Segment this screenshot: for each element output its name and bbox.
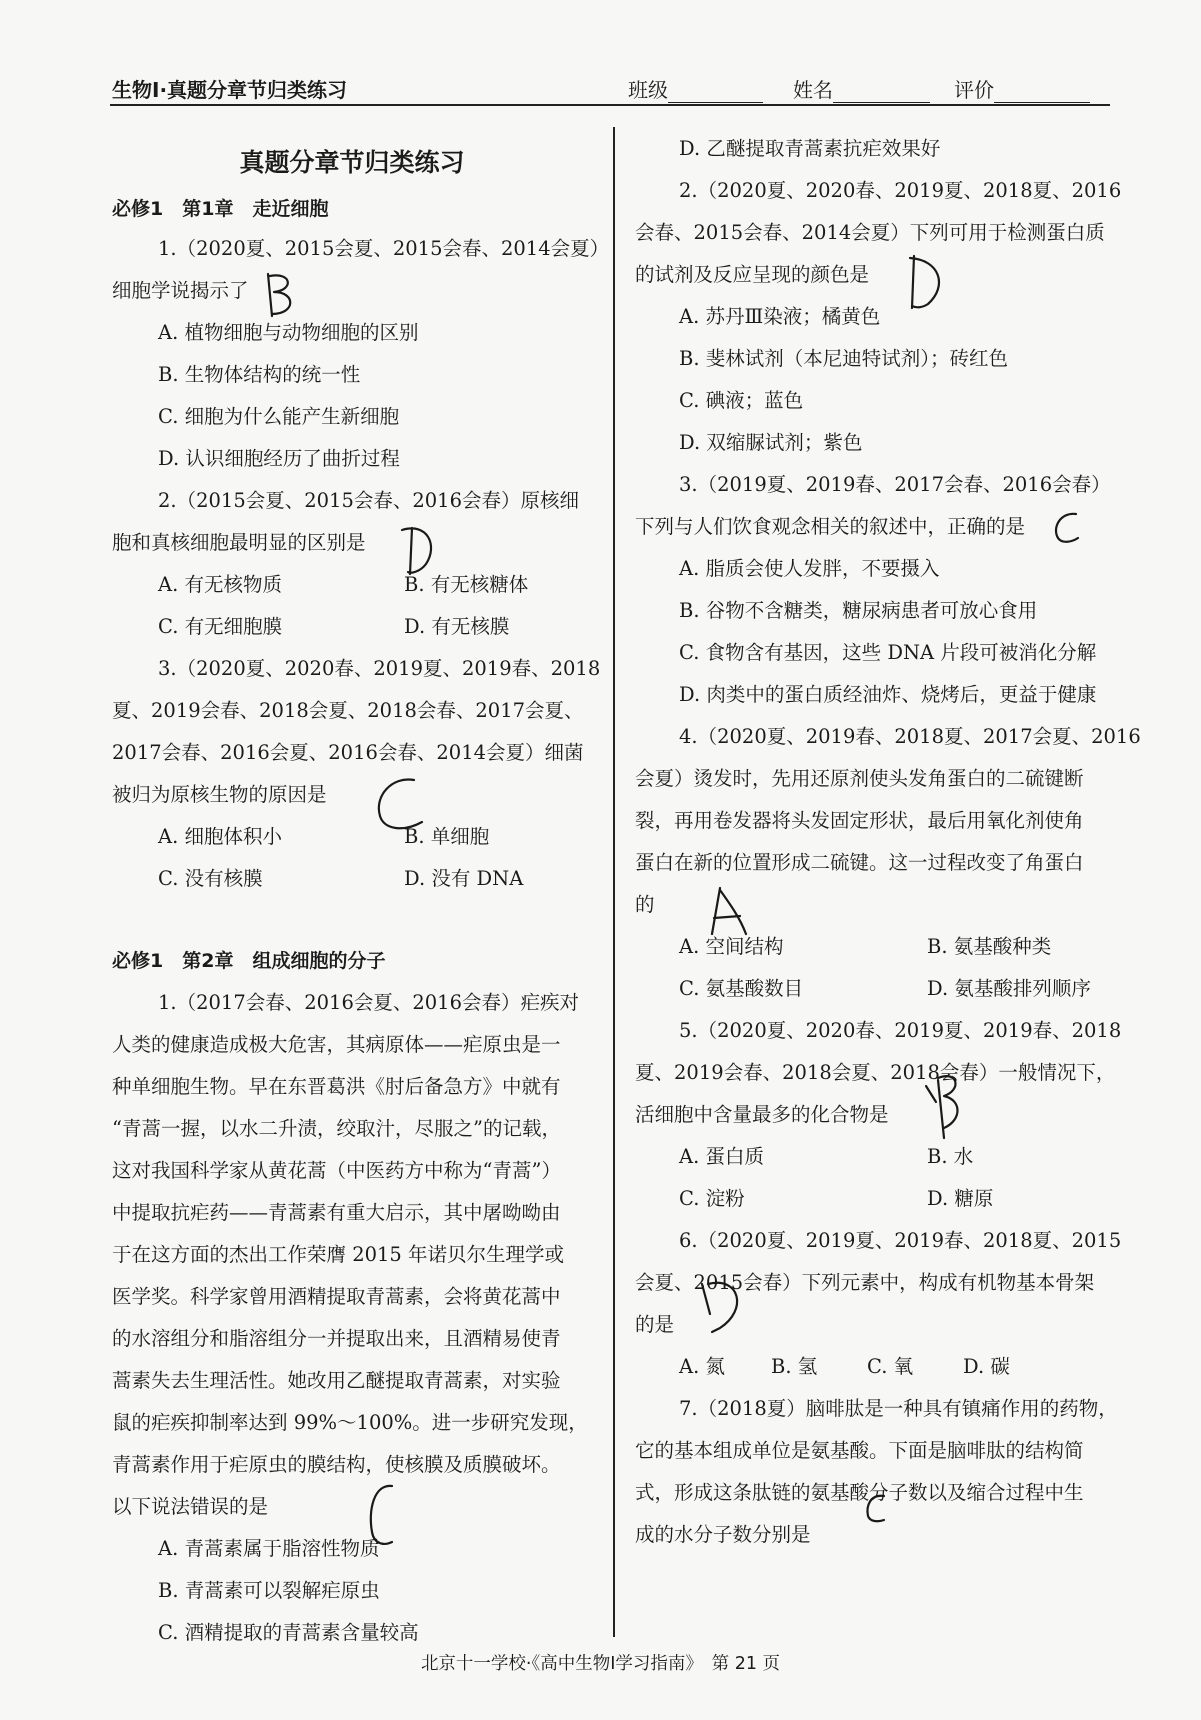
column-divider xyxy=(613,127,615,1637)
question-text: 种单细胞生物。早在东晋葛洪《肘后备急方》中就有 xyxy=(112,1075,561,1098)
question-text: 的 xyxy=(635,893,655,916)
section-heading-ch1: 必修1 第1章 走近细胞 xyxy=(112,198,329,220)
question-text: 于在这方面的杰出工作荣膺 2015 年诺贝尔生理学或 xyxy=(112,1243,565,1266)
option: C. 淀粉 xyxy=(679,1187,745,1210)
page-title: 真题分章节归类练习 xyxy=(239,148,465,177)
section-heading-ch2: 必修1 第2章 组成细胞的分子 xyxy=(112,950,386,972)
question-text: 6.（2020夏、2019夏、2019春、2018夏、2015 xyxy=(679,1229,1122,1252)
option: C. 没有核膜 xyxy=(158,867,263,890)
option: D. 认识细胞经历了曲折过程 xyxy=(158,447,400,470)
question-text: 的是 xyxy=(635,1313,675,1336)
question-text: “青蒿一握，以水二升渍，绞取汁，尽服之”的记载， xyxy=(112,1117,561,1140)
option: A. 蛋白质 xyxy=(679,1145,764,1168)
question-text: 2.（2020夏、2020春、2019夏、2018夏、2016 xyxy=(679,179,1122,202)
option: C. 细胞为什么能产生新细胞 xyxy=(158,405,400,428)
question-text: 1.（2020夏、2015会夏、2015会春、2014会夏） xyxy=(158,237,610,260)
option: C. 有无细胞膜 xyxy=(158,615,283,638)
question-text: 下列与人们饮食观念相关的叙述中，正确的是 xyxy=(635,515,1026,538)
student-info-fields xyxy=(628,74,1108,103)
question-text: 3.（2020夏、2020春、2019夏、2019春、2018 xyxy=(158,657,601,680)
handwritten-answer-d xyxy=(906,252,950,312)
question-text: 3.（2019夏、2019春、2017会春、2016会春） xyxy=(679,473,1111,496)
option: A. 植物细胞与动物细胞的区别 xyxy=(158,321,419,344)
question-text: 人类的健康造成极大危害，其病原体——疟原虫是一 xyxy=(112,1033,561,1056)
option: B. 氨基酸种类 xyxy=(927,935,1052,958)
question-text: 2017会春、2016会夏、2016会春、2014会夏）细菌 xyxy=(112,741,584,764)
name-blank xyxy=(833,82,930,103)
option: C. 食物含有基因，这些 DNA 片段可被消化分解 xyxy=(679,641,1097,664)
class-label: 班级 xyxy=(628,78,668,102)
option: B. 斐林试剂（本尼迪特试剂）；砖红色 xyxy=(679,347,1008,370)
question-text: 中提取抗疟药——青蒿素有重大启示，其中屠呦呦由 xyxy=(112,1201,561,1224)
name-field xyxy=(793,74,930,103)
question-text: 成的水分子数分别是 xyxy=(635,1523,811,1546)
page-footer: 北京十一学校·《高中生物Ⅰ学习指南》 第 21 页 xyxy=(420,1654,781,1674)
question-text: 这对我国科学家从黄花蒿（中医药方中称为“青蒿”） xyxy=(112,1159,561,1182)
question-text: 夏、2019会春、2018会夏、2018会春、2017会夏、 xyxy=(112,699,584,722)
question-text: 会春、2015会春、2014会夏）下列可用于检测蛋白质 xyxy=(635,221,1105,244)
option: C. 碘液；蓝色 xyxy=(679,389,804,412)
option: C. 酒精提取的青蒿素含量较高 xyxy=(158,1621,419,1644)
handwritten-answer-d xyxy=(398,522,442,578)
question-text: 它的基本组成单位是氨基酸。下面是脑啡肽的结构简 xyxy=(635,1439,1084,1462)
question-text: 7.（2018夏）脑啡肽是一种具有镇痛作用的药物， xyxy=(679,1397,1118,1420)
question-text: 蛋白在新的位置形成二硫键。这一过程改变了角蛋白 xyxy=(635,851,1084,874)
option: B. 氢 xyxy=(771,1355,818,1378)
option: A. 氮 xyxy=(679,1355,725,1378)
grade-field xyxy=(954,74,1090,103)
question-text: 会夏、2015会春）下列元素中，构成有机物基本骨架 xyxy=(635,1271,1095,1294)
option: B. 谷物不含糖类，糖尿病患者可放心食用 xyxy=(679,599,1038,622)
header-divider xyxy=(110,104,1110,106)
option: B. 生物体结构的统一性 xyxy=(158,363,361,386)
question-text: 5.（2020夏、2020春、2019夏、2019春、2018 xyxy=(679,1019,1122,1042)
question-text: 被归为原核生物的原因是 xyxy=(112,783,327,806)
option: C. 氧 xyxy=(867,1355,914,1378)
grade-label: 评价 xyxy=(954,78,994,102)
option: A. 青蒿素属于脂溶性物质 xyxy=(158,1537,380,1560)
option: A. 脂质会使人发胖，不要摄入 xyxy=(679,557,940,580)
class-field xyxy=(628,74,763,103)
question-text: 裂，再用卷发器将头发固定形状，最后用氧化剂使角 xyxy=(635,809,1084,832)
option: B. 水 xyxy=(927,1145,974,1168)
name-label: 姓名 xyxy=(793,78,833,102)
question-text: 青蒿素作用于疟原虫的膜结构，使核膜及质膜破坏。 xyxy=(112,1453,561,1476)
handwritten-answer-b xyxy=(262,270,302,320)
question-text: 会夏）烫发时，先用还原剂使头发角蛋白的二硫键断 xyxy=(635,767,1084,790)
option: D. 肉类中的蛋白质经油炸、烧烤后，更益于健康 xyxy=(679,683,1097,706)
question-text: 胞和真核细胞最明显的区别是 xyxy=(112,531,366,554)
option: A. 苏丹Ⅲ染液；橘黄色 xyxy=(679,305,881,328)
question-text: 2.（2015会夏、2015会春、2016会春）原核细 xyxy=(158,489,579,512)
class-blank xyxy=(668,82,763,103)
option: D. 双缩脲试剂；紫色 xyxy=(679,431,863,454)
option: D. 乙醚提取青蒿素抗疟效果好 xyxy=(679,137,941,160)
option: D. 有无核膜 xyxy=(404,615,510,638)
question-text: 的水溶组分和脂溶组分一并提取出来，且酒精易使青 xyxy=(112,1327,561,1350)
question-text: 以下说法错误的是 xyxy=(112,1495,269,1518)
option: D. 氨基酸排列顺序 xyxy=(927,977,1091,1000)
option: A. 有无核物质 xyxy=(158,573,282,596)
handwritten-answer-a xyxy=(706,884,754,940)
question-text: 鼠的疟疾抑制率达到 99%～100%。进一步研究发现， xyxy=(112,1411,588,1434)
option: A. 细胞体积小 xyxy=(158,825,282,848)
question-text: 的试剂及反应呈现的颜色是 xyxy=(635,263,870,286)
question-text: 式，形成这条肽链的氨基酸分子数以及缩合过程中生 xyxy=(635,1481,1084,1504)
option: D. 碳 xyxy=(963,1355,1010,1378)
option: B. 单细胞 xyxy=(404,825,490,848)
option: B. 有无核糖体 xyxy=(404,573,529,596)
question-text: 活细胞中含量最多的化合物是 xyxy=(635,1103,889,1126)
course-header: 生物Ⅰ·真题分章节归类练习 xyxy=(112,78,348,102)
option: C. 氨基酸数目 xyxy=(679,977,804,1000)
option: B. 青蒿素可以裂解疟原虫 xyxy=(158,1579,380,1602)
option: D. 糖原 xyxy=(927,1187,994,1210)
question-text: 1.（2017会春、2016会夏、2016会春）疟疾对 xyxy=(158,991,579,1014)
question-text: 4.（2020夏、2019春、2018夏、2017会夏、2016 xyxy=(679,725,1141,748)
grade-blank xyxy=(994,82,1090,103)
question-text: 蒿素失去生理活性。她改用乙醚提取青蒿素，对实验 xyxy=(112,1369,561,1392)
option: D. 没有 DNA xyxy=(404,867,524,890)
question-text: 细胞学说揭示了 xyxy=(112,279,249,302)
question-text: 夏、2019会春、2018会夏、2018会春）一般情况下， xyxy=(635,1061,1116,1084)
handwritten-answer-c xyxy=(1048,508,1084,546)
question-text: 医学奖。科学家曾用酒精提取青蒿素，会将黄花蒿中 xyxy=(112,1285,561,1308)
option: A. 空间结构 xyxy=(679,935,784,958)
